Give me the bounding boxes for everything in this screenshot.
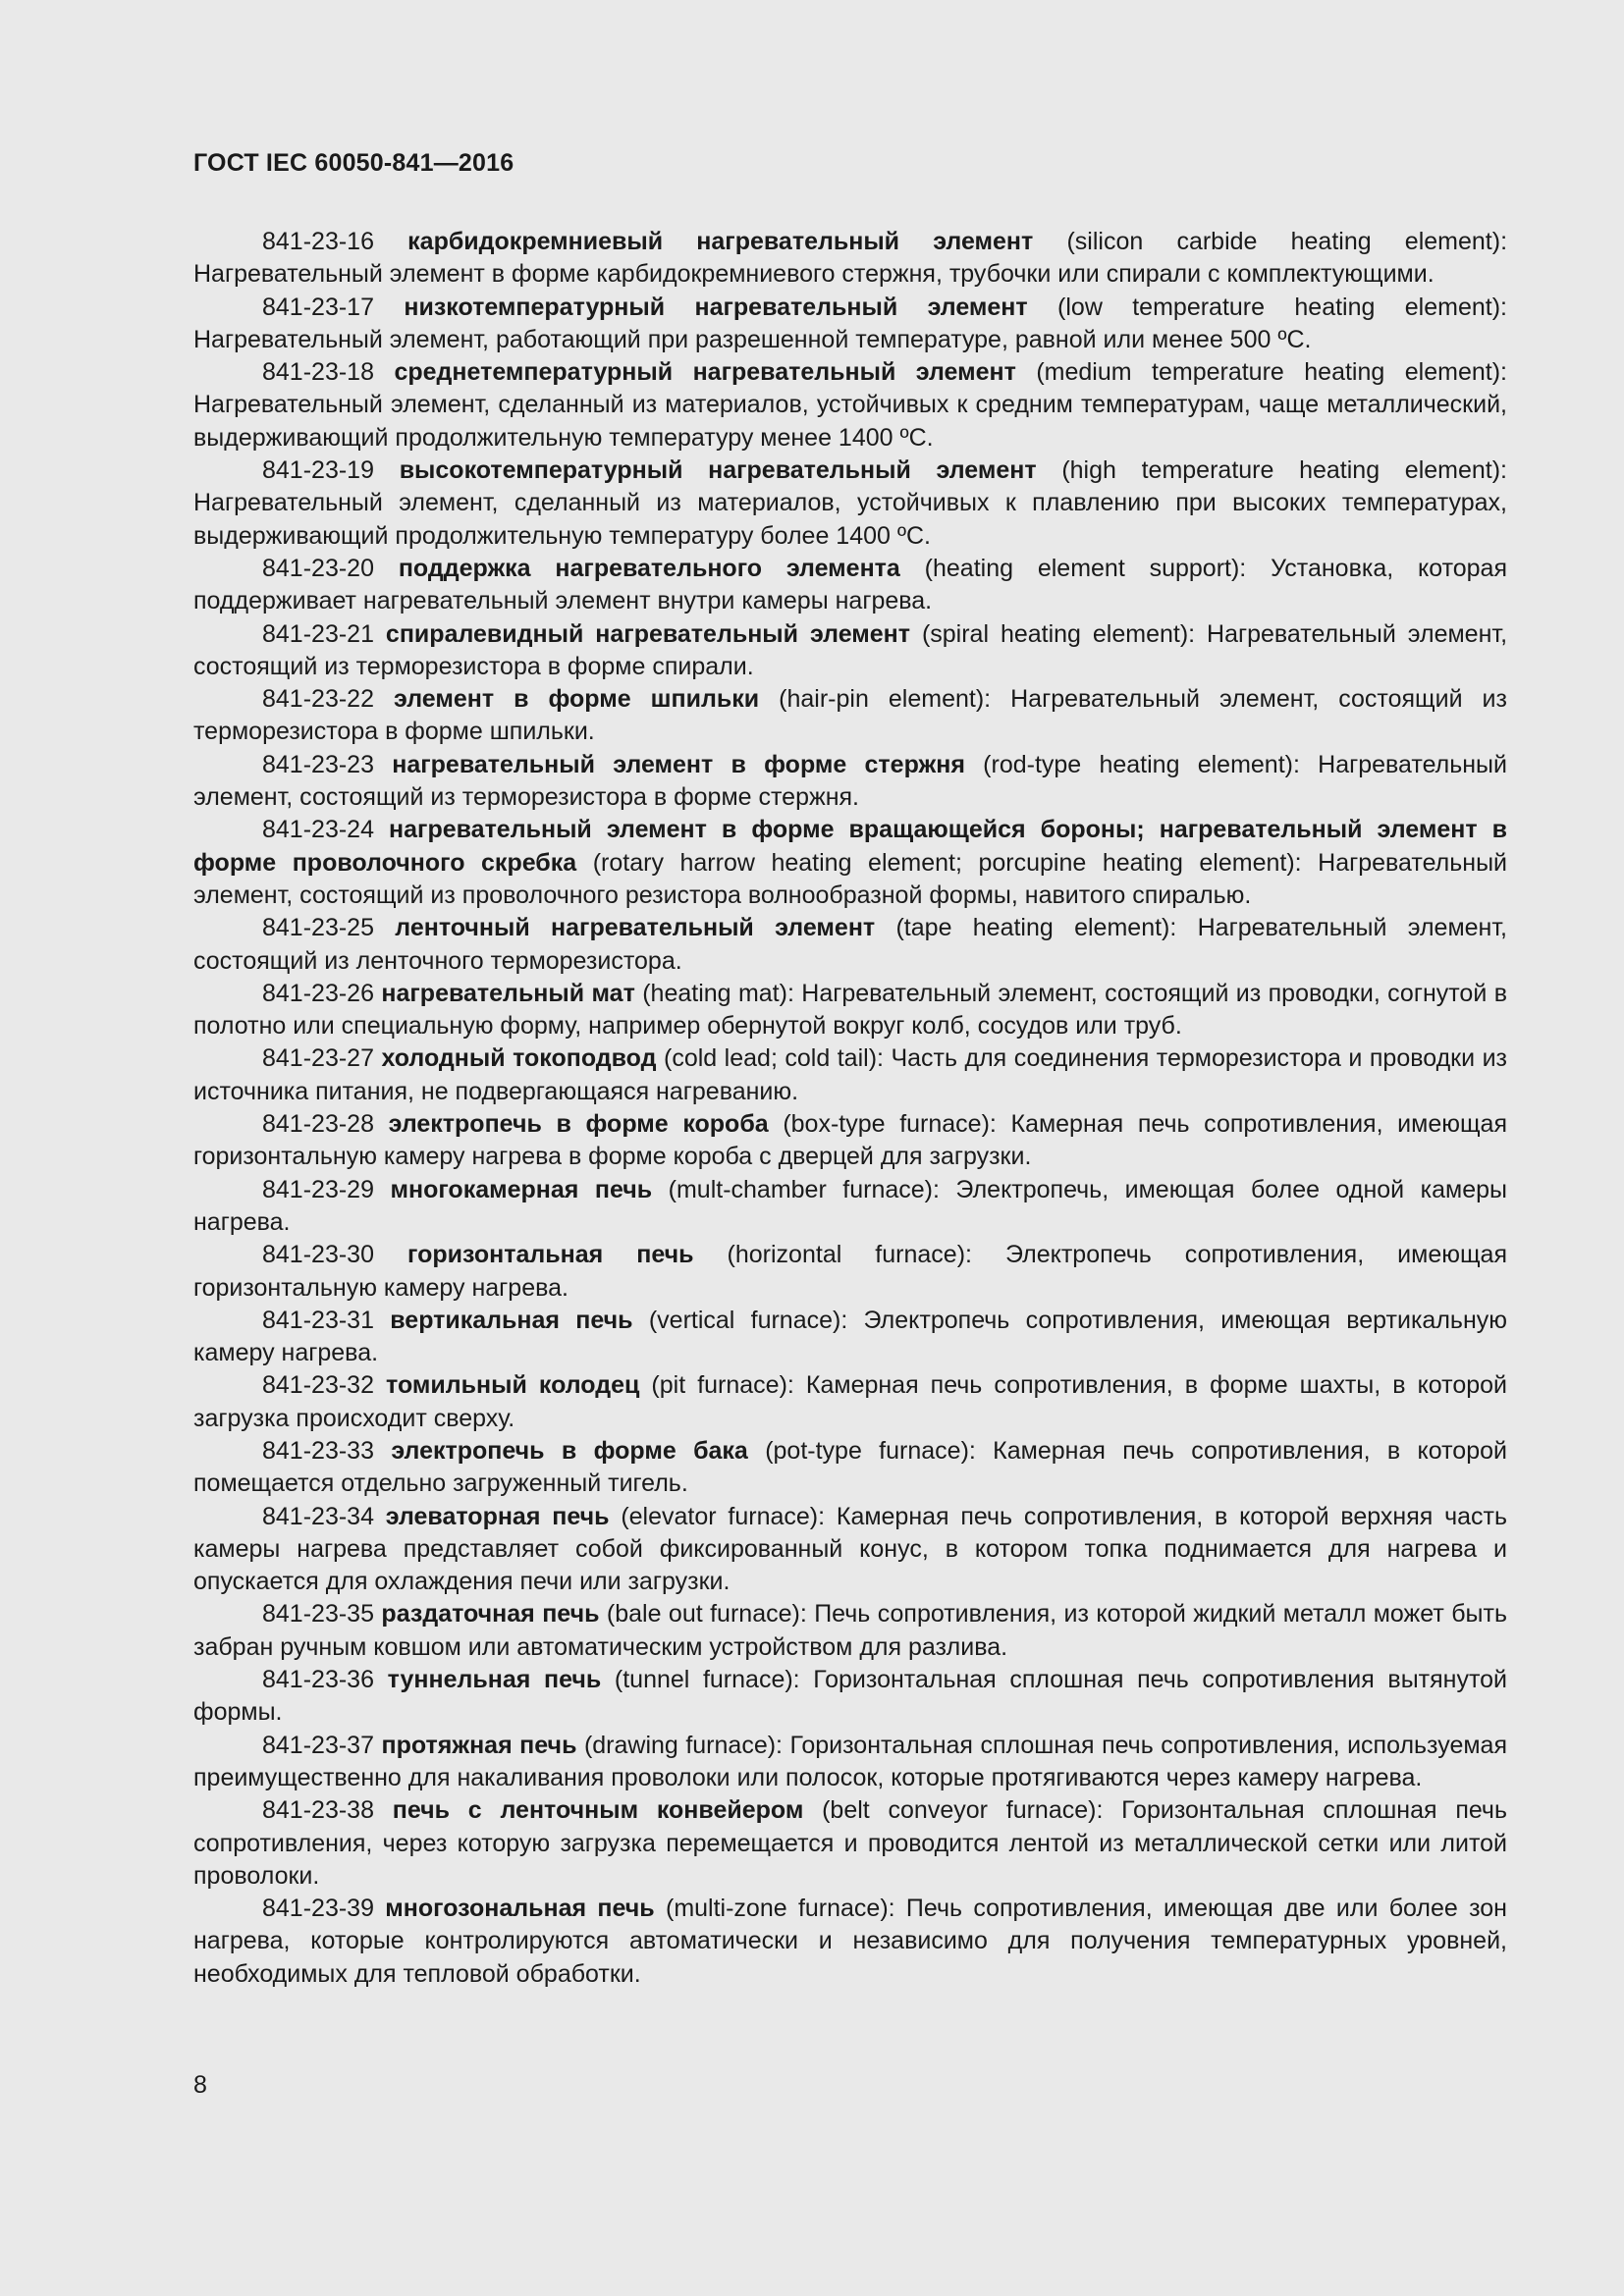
term-title: низкотемпературный нагревательный элемент <box>404 293 1028 321</box>
term-definition: (pot-type furnace): Камерная печь сопротивления, в которой помещается отдельно загруженный тигель. <box>193 1436 1507 1498</box>
term-title: элемент в форме шпильки <box>394 685 760 714</box>
term-title: туннельная печь <box>387 1666 602 1694</box>
term-title: электропечь в форме короба <box>388 1110 769 1139</box>
term-entry <box>193 1108 1507 1174</box>
term-definition: (belt conveyor furnace): Горизонтальная сплошная печь сопротивления, через которую загрузка перемещается и проводится лентой из металлической сетки или литой проволоки. <box>193 1796 1507 1890</box>
term-title: нагревательный элемент в форме вращающейся бороны; нагревательный элемент в форме проволочного скребка <box>193 816 1507 877</box>
term-definition: (bale out furnace): Печь сопротивления, из которой жидкий металл может быть забран ручным ковшом или автоматическим устройством для разлива. <box>193 1600 1507 1661</box>
term-entry <box>193 292 1507 357</box>
term-number: 841-23-23 <box>262 750 374 778</box>
term-definition: (high temperature heating element): Нагревательный элемент, сделанный из материалов, устойчивых к плавлению при высоких температурах, выдерживающий продолжительную температуру более 1400 ºС. <box>193 456 1508 550</box>
term-entry <box>193 978 1507 1043</box>
term-number: 841-23-27 <box>262 1044 374 1073</box>
term-number: 841-23-34 <box>262 1502 374 1530</box>
term-title: нагревательный элемент в форме стержня <box>392 750 965 778</box>
term-title: ленточный нагревательный элемент <box>395 914 876 942</box>
term-number: 841-23-29 <box>262 1175 374 1203</box>
term-entry <box>193 1042 1507 1108</box>
term-entry <box>193 749 1507 815</box>
term-title: печь с ленточным конвейером <box>392 1796 804 1825</box>
term-entry <box>193 1598 1507 1664</box>
term-title: протяжная печь <box>381 1731 577 1759</box>
term-title: многокамерная печь <box>390 1175 653 1203</box>
term-definition: (low temperature heating element): Нагревательный элемент, работающий при разрешенной температуре, равной или менее 500 ºС. <box>193 293 1507 353</box>
term-title: элеваторная печь <box>385 1502 610 1530</box>
term-definition: (drawing furnace): Горизонтальная сплошная печь сопротивления, используемая преимущественно для накаливания проволоки или полосок, которые протягиваются через камеру нагрева. <box>193 1731 1507 1791</box>
term-number: 841-23-18 <box>262 358 374 387</box>
term-number: 841-23-31 <box>262 1306 374 1334</box>
term-definition: (horizontal furnace): Электропечь сопротивления, имеющая горизонтальную камеру нагрева. <box>193 1241 1508 1302</box>
term-number: 841-23-39 <box>262 1895 374 1923</box>
term-entry <box>193 1435 1507 1501</box>
term-definition: (rotary harrow heating element; porcupine heating element): Нагревательный элемент, состоящий из проволочного резистора волнообразной формы, навитого спиралью. <box>193 848 1508 909</box>
term-definition: (hair-pin element): Нагревательный элемент, состоящий из терморезистора в форме шпильки. <box>193 685 1507 746</box>
term-title: томильный колодец <box>386 1371 640 1400</box>
term-title: карбидокремниевый нагревательный элемент <box>407 228 1034 255</box>
term-definition: (mult-chamber furnace): Электропечь, имеющая более одной камеры нагрева. <box>193 1175 1507 1236</box>
term-definition: (multi-zone furnace): Печь сопротивления, имеющая две или более зон нагрева, которые контролируются автоматически и независимо для получения температурных уровней, необходимых для тепловой обработки. <box>193 1895 1507 1988</box>
term-entry <box>193 1174 1507 1240</box>
term-entry <box>193 356 1507 454</box>
term-title: раздаточная печь <box>381 1600 600 1629</box>
term-entry <box>193 553 1507 618</box>
term-entry <box>193 1501 1507 1599</box>
document-header: ГОСТ IEC 60050-841—2016 <box>193 149 514 177</box>
term-title: среднетемпературный нагревательный элемент <box>394 358 1016 387</box>
term-title: высокотемпературный нагревательный элемент <box>399 456 1037 485</box>
term-entry <box>193 814 1507 912</box>
term-entry <box>193 1794 1507 1893</box>
term-definition: (box-type furnace): Камерная печь сопротивления, имеющая горизонтальную камеру нагрева в форме короба с дверцей для загрузки. <box>193 1110 1507 1171</box>
term-definition: (cold lead; cold tail): Часть для соединения терморезистора и проводки из источника питания, не подвергающаяся нагреванию. <box>193 1044 1507 1105</box>
term-definition: (elevator furnace): Камерная печь сопротивления, в которой верхняя часть камеры нагрева представляет собой фиксированный конус, в котором топка поднимается для нагрева и опускается для охлаждения печи или загрузки. <box>193 1502 1507 1596</box>
term-title: поддержка нагревательного элемента <box>398 554 900 582</box>
term-title: многозональная печь <box>385 1895 655 1923</box>
term-entry <box>193 226 1507 292</box>
term-number: 841-23-16 <box>262 228 374 255</box>
term-definition: (heating mat): Нагревательный элемент, состоящий из проводки, согнутой в полотно или специальную форму, например обернутой вокруг колб, сосудов или труб. <box>193 979 1507 1041</box>
term-entry <box>193 1664 1507 1730</box>
term-number: 841-23-36 <box>262 1666 374 1694</box>
page-number: 8 <box>193 2071 207 2099</box>
term-number: 841-23-33 <box>262 1436 374 1465</box>
term-entry <box>193 454 1507 553</box>
term-entry <box>193 683 1507 749</box>
term-title: спиралевидный нагревательный элемент <box>385 619 911 648</box>
term-entry <box>193 1893 1507 1991</box>
term-definition: (heating element support): Установка, которая поддерживает нагревательный элемент внутри камеры нагрева. <box>193 554 1507 615</box>
term-number: 841-23-17 <box>262 293 374 321</box>
term-title: электропечь в форме бака <box>391 1436 748 1465</box>
term-number: 841-23-25 <box>262 914 374 942</box>
term-entry <box>193 1369 1507 1435</box>
term-number: 841-23-26 <box>262 979 374 1007</box>
term-definition: (tape heating element): Нагревательный элемент, состоящий из ленточного терморезистора. <box>193 914 1507 975</box>
term-definition: (tunnel furnace): Горизонтальная сплошная печь сопротивления вытянутой формы. <box>193 1666 1507 1727</box>
term-number: 841-23-19 <box>262 456 374 485</box>
term-number: 841-23-22 <box>262 685 374 714</box>
term-definition: (vertical furnace): Электропечь сопротивления, имеющая вертикальную камеру нагрева. <box>193 1306 1508 1367</box>
term-definition: (medium temperature heating element): Нагревательный элемент, сделанный из материалов, устойчивых к средним температурам, чаще металлический, выдерживающий продолжительную температуру менее 1400 ºС. <box>193 358 1507 452</box>
term-entry <box>193 1730 1507 1795</box>
term-entry <box>193 618 1507 684</box>
term-number: 841-23-38 <box>262 1796 374 1825</box>
term-entry <box>193 912 1507 978</box>
term-title: нагревательный мат <box>381 979 635 1007</box>
term-entry <box>193 1239 1507 1305</box>
term-title: холодный токоподвод <box>381 1044 657 1073</box>
term-title: горизонтальная печь <box>407 1241 694 1269</box>
term-number: 841-23-37 <box>262 1731 374 1759</box>
term-number: 841-23-30 <box>262 1241 374 1269</box>
term-list <box>193 226 1507 1991</box>
term-definition: (spiral heating element): Нагревательный элемент, состоящий из терморезистора в форме спирали. <box>193 619 1508 680</box>
term-number: 841-23-28 <box>262 1110 374 1139</box>
term-definition: (silicon carbide heating element): Нагревательный элемент в форме карбидокремниевого стержня, трубочки или спирали с комплектующими. <box>193 228 1508 289</box>
term-number: 841-23-21 <box>262 619 374 648</box>
term-number: 841-23-35 <box>262 1600 374 1629</box>
term-number: 841-23-24 <box>262 816 374 844</box>
term-number: 841-23-20 <box>262 554 374 582</box>
term-title: вертикальная печь <box>390 1306 633 1334</box>
term-number: 841-23-32 <box>262 1371 374 1400</box>
term-entry <box>193 1305 1507 1370</box>
term-definition: (pit furnace): Камерная печь сопротивления, в форме шахты, в которой загрузка происходит сверху. <box>193 1371 1507 1432</box>
term-definition: (rod-type heating element): Нагревательный элемент, состоящий из терморезистора в форме стержня. <box>193 750 1507 812</box>
